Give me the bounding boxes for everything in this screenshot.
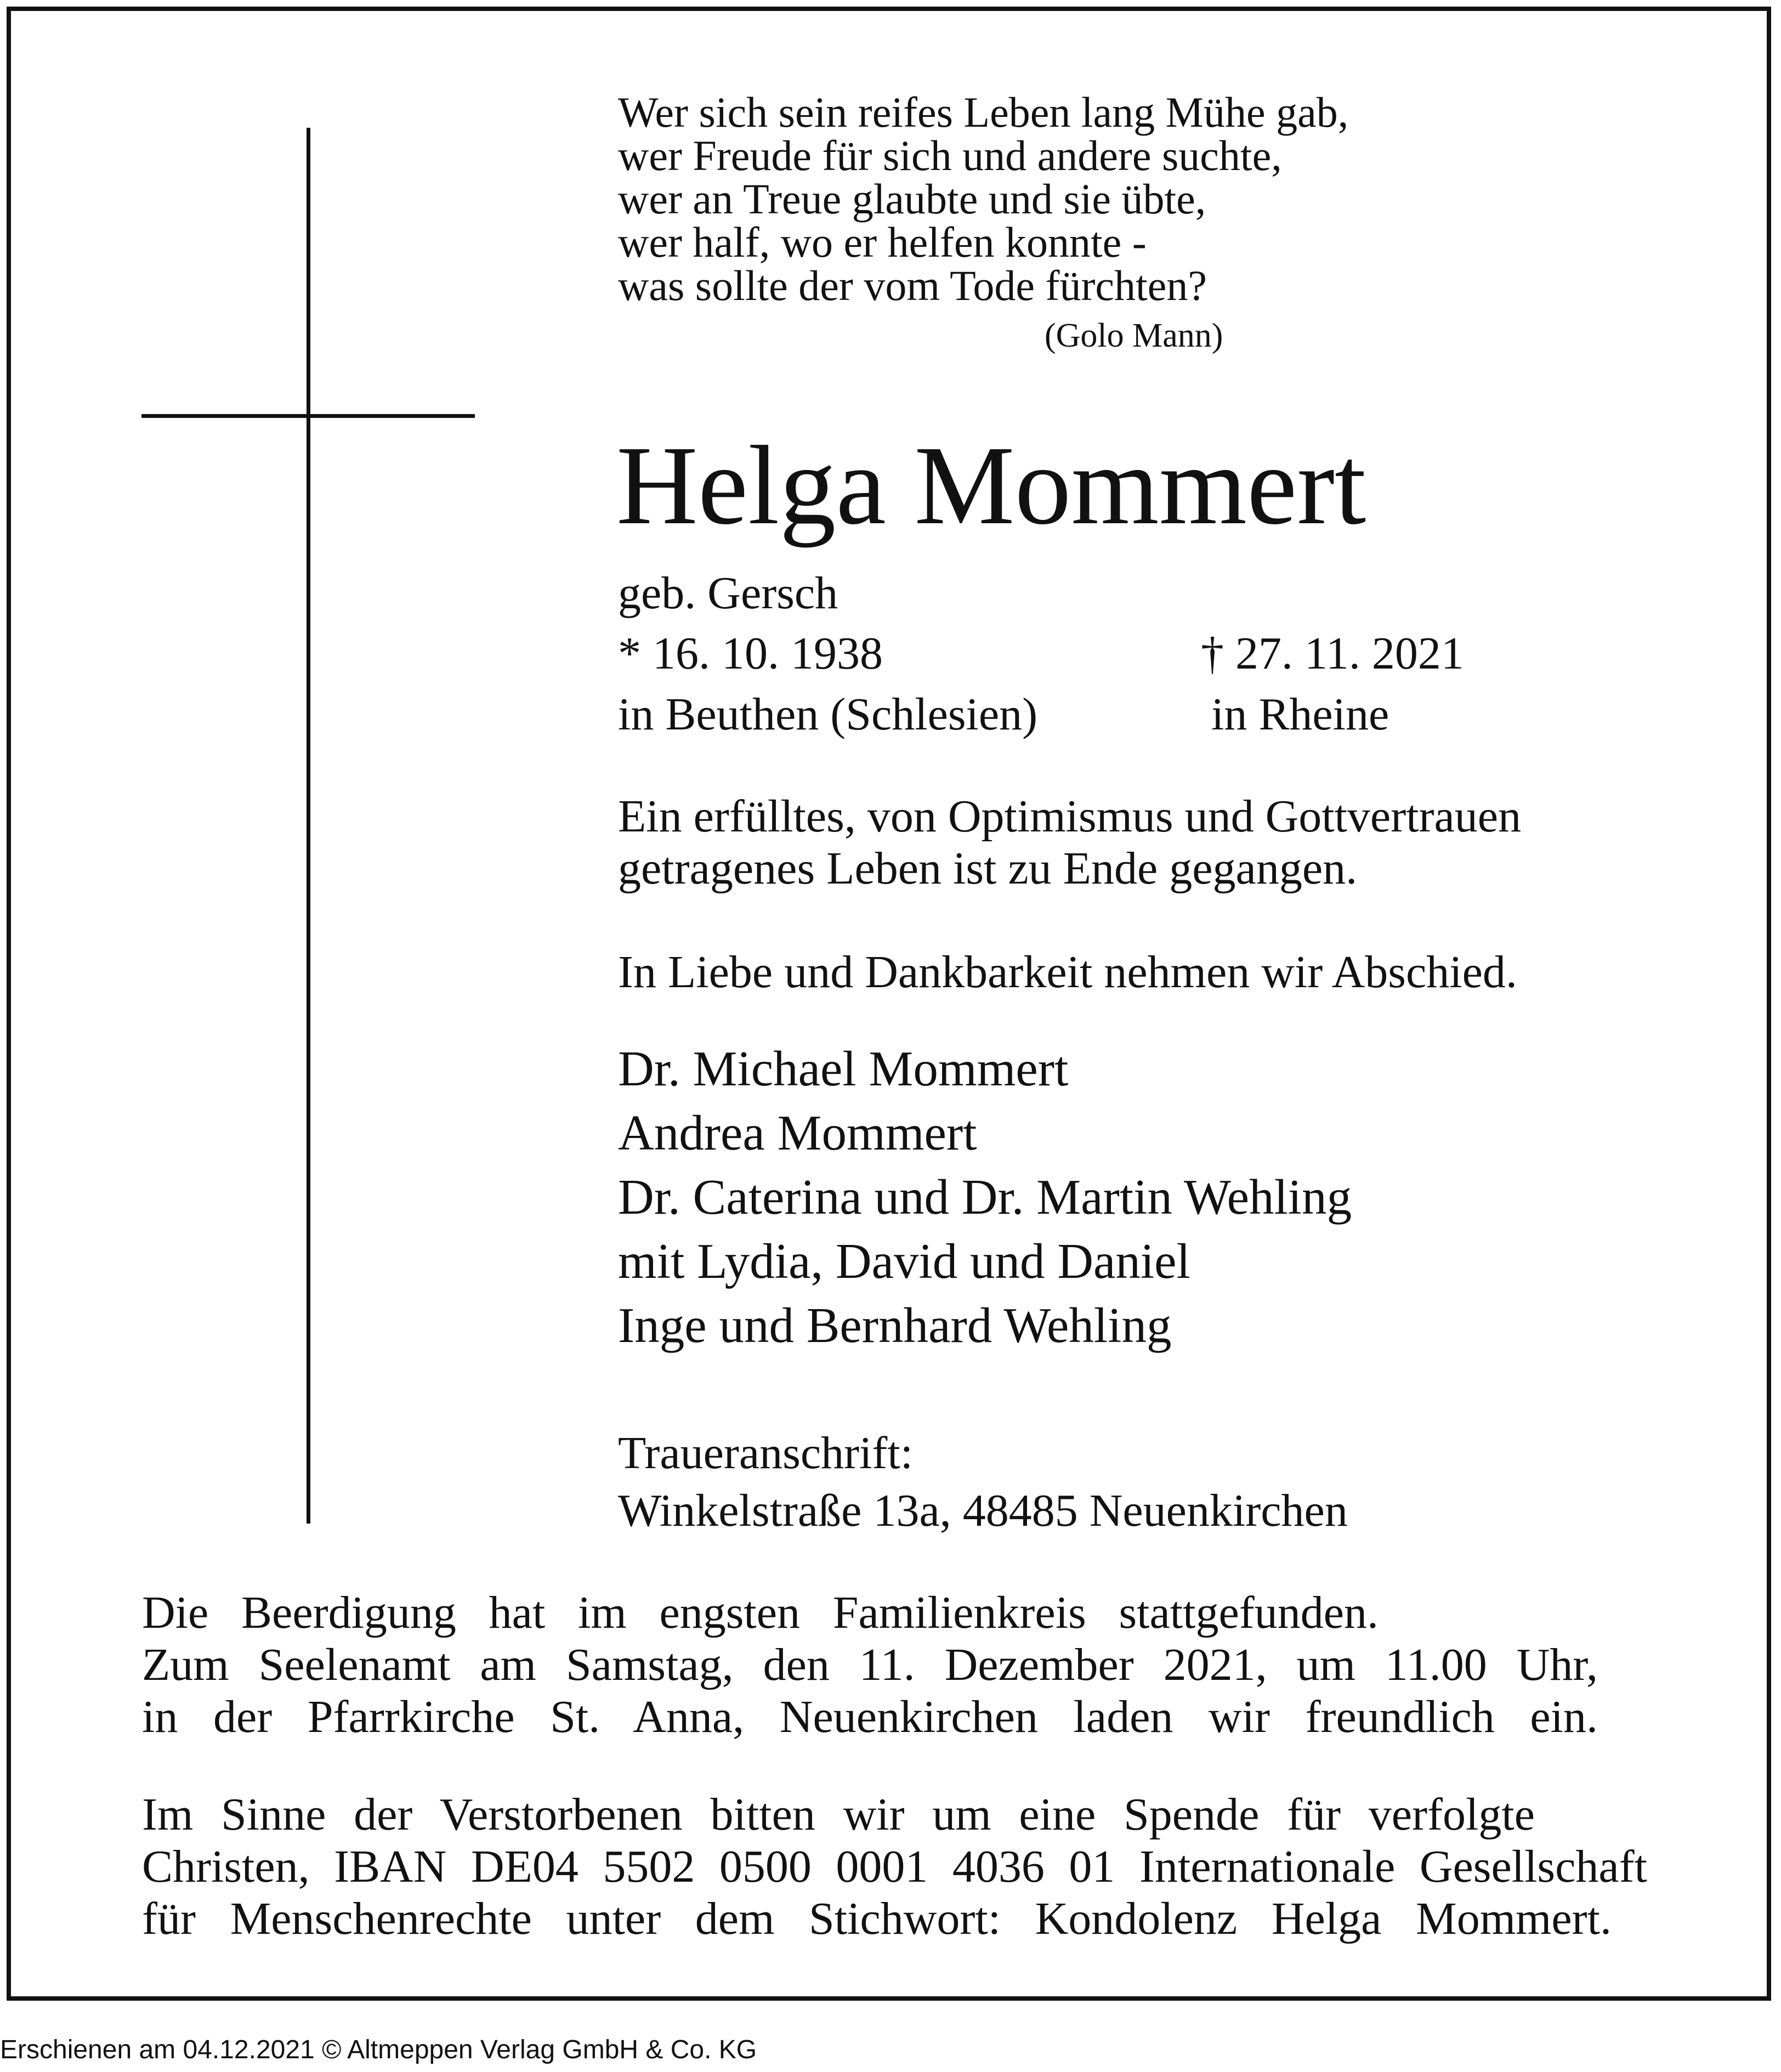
burial-notice	[142, 1587, 1617, 1743]
cross-icon	[307, 128, 310, 1524]
quote-line: wer Freude für sich und andere suchte,	[618, 132, 1282, 179]
cross-icon-crossbar	[141, 414, 475, 418]
mourning-address: Winkelstraße 13a, 48485 Neuenkirchen	[618, 1485, 1348, 1536]
quote-line: wer half, wo er helfen konnte -	[618, 218, 1147, 266]
mourners-list	[618, 1037, 1352, 1357]
death-date: † 27. 11. 2021	[1201, 628, 1464, 679]
tribute-line: Ein erfülltes, von Optimismus und Gottvertrauen	[618, 791, 1522, 842]
burial-line: Zum Seelenamt am Samstag, den 11. Dezember 2021, um 11.00 Uhr,	[142, 1639, 1598, 1690]
quote-line: was sollte der vom Tode fürchten?	[618, 262, 1207, 309]
mourner-entry: Dr. Caterina und Dr. Martin Wehling	[618, 1169, 1352, 1225]
memorial-quote	[618, 90, 1348, 307]
birth-place: in Beuthen (Schlesien)	[618, 689, 1038, 740]
quote-author: (Golo Mann)	[1045, 317, 1223, 354]
birth-name: geb. Gersch	[618, 568, 838, 619]
deceased-name: Helga Mommert	[616, 422, 1366, 548]
donation-line: Christen, IBAN DE04 5502 0500 0001 4036 01 Internationale Gesellschaft	[142, 1841, 1647, 1892]
mourner-entry: mit Lydia, David und Daniel	[618, 1233, 1190, 1289]
donation-line: für Menschenrechte unter dem Stichwort: Kondolenz Helga Mommert.	[142, 1893, 1612, 1944]
donation-request	[142, 1788, 1647, 1945]
mourner-entry: Inge und Bernhard Wehling	[618, 1298, 1172, 1353]
tribute-line: getragenes Leben ist zu Ende gegangen.	[618, 843, 1358, 894]
quote-line: wer an Treue glaubte und sie übte,	[618, 175, 1206, 223]
donation-line: Im Sinne der Verstorbenen bitten wir um eine Spende für verfolgte	[142, 1789, 1535, 1840]
mourner-entry: Dr. Michael Mommert	[618, 1041, 1069, 1096]
birth-date: * 16. 10. 1938	[618, 628, 883, 679]
farewell-text: In Liebe und Dankbarkeit nehmen wir Abschied.	[618, 947, 1517, 998]
tribute-text	[618, 790, 1521, 895]
death-place: in Rheine	[1211, 689, 1389, 740]
quote-line: Wer sich sein reifes Leben lang Mühe gab,	[618, 88, 1349, 136]
mourning-address-label: Traueranschrift:	[618, 1428, 914, 1479]
burial-line: Die Beerdigung hat im engsten Familienkreis stattgefunden.	[142, 1587, 1379, 1638]
mourner-entry: Andrea Mommert	[618, 1105, 977, 1160]
publication-footer: Erschienen am 04.12.2021 © Altmeppen Verlag GmbH & Co. KG	[0, 2035, 757, 2064]
burial-line: in der Pfarrkirche St. Anna, Neuenkirchen laden wir freundlich ein.	[142, 1691, 1598, 1742]
